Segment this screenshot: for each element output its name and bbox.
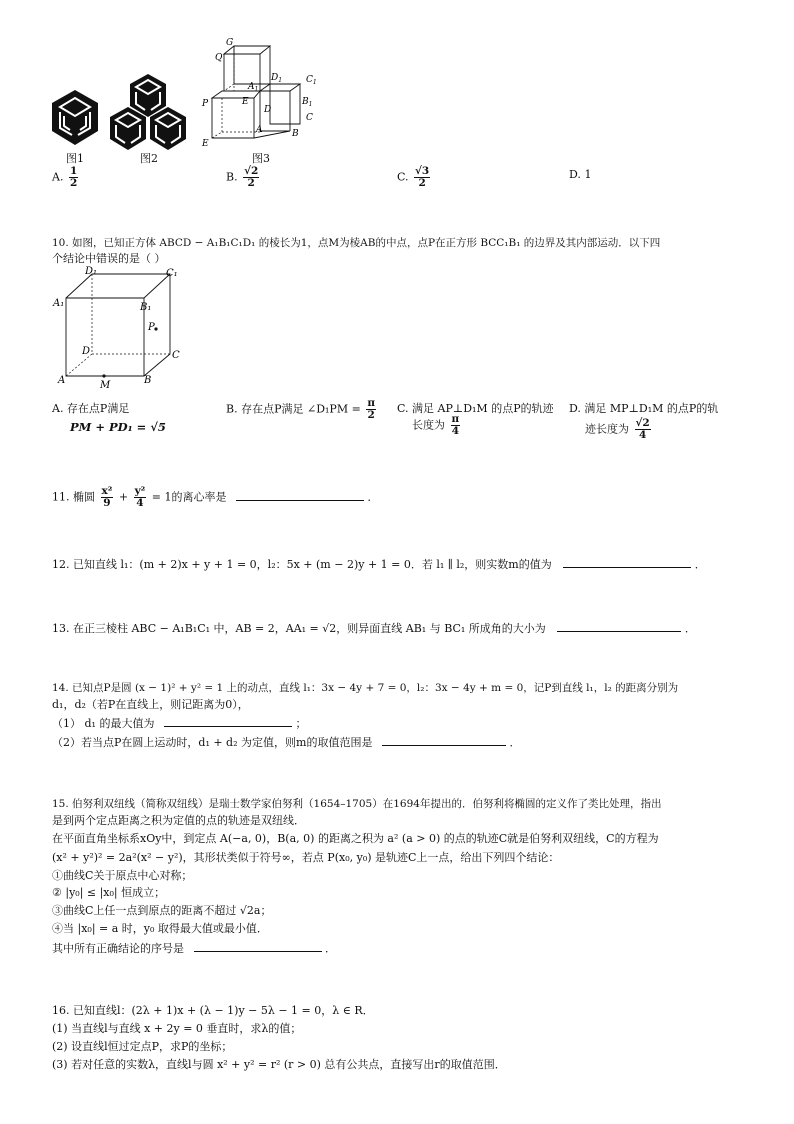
q12: 12. 已知直线 l₁：(m + 2)x + y + 1 = 0，l₂：5x + (m − 2)y + 1 = 0．若 l₁ ∥ l₂，则实数m的值为 ． [52, 558, 706, 571]
q15-ask: 其中所有正确结论的序号是 ． [52, 942, 336, 955]
q15-line2: 是到两个定点距离之积为定值的点的轨迹是双纽线． [52, 814, 305, 827]
q10-label-M: M [100, 380, 111, 391]
q14-sub2: （2）若当点P在圆上运动时，d₁ + d₂ 为定值，则m的取值范围是 ． [52, 736, 521, 749]
q9-figure-2 [108, 72, 188, 152]
fig3-label-E: E [202, 139, 209, 149]
q9-option-c: C. $\frac{√3}{2}$ [397, 165, 430, 189]
impossible-cube-icon [50, 88, 100, 148]
q10-label-D1: D₁ [85, 266, 98, 277]
q10-stem-line2: 个结论中错误的是（ ） [52, 252, 166, 265]
q10-option-b: B. 存在点P满足 ∠D₁PM = $\frac{\pi}{2}$ [226, 397, 375, 421]
q10-label-C: C [172, 350, 180, 361]
fig3-label-C: C [306, 113, 313, 123]
q14-line2: d₁，d₂（若P在直线上，则记距离为0）， [52, 698, 249, 711]
q12-answer-blank[interactable] [563, 557, 691, 568]
fig3-label-B: B [292, 129, 299, 139]
q15-conclusion-1: ①曲线C关于原点中心对称； [52, 869, 193, 882]
q16-line1: 16. 已知直线l：(2λ + 1)x + (λ − 1)y − 5λ − 1 = 0，λ ∈ R． [52, 1004, 374, 1017]
q9-figure-3 [198, 36, 323, 154]
q13: 13. 在正三棱柱 ABC − A₁B₁C₁ 中，AB = 2，AA₁ = √2，则异面直线 AB₁ 与 BC₁ 所成角的大小为 ． [52, 622, 696, 635]
q15-conclusion-3: ③曲线C上任一点到原点的距离不超过 √2a； [52, 904, 272, 917]
q11-answer-blank[interactable] [236, 490, 364, 501]
fig3-label-A: A [256, 125, 263, 135]
fig3-label-Q: Q [215, 53, 223, 63]
q15-line4: (x² + y²)² = 2a²(x² − y²)，其形状类似于符号∞，若点 P(x₀, y₀) 是轨迹C上一点，给出下列四个结论： [52, 851, 560, 864]
q10-label-D: D [82, 346, 91, 357]
q11: 11. 椭圆 $\frac{\text{x²}}{9}$ + $\frac{\text{y²}}{4}$ = 1的离心率是 ． [52, 485, 379, 509]
q15-conclusion-4: ④当 |x₀| = a 时，y₀ 取得最大值或最小值． [52, 922, 268, 935]
fig3-label-A1: $A_1$ [248, 82, 259, 93]
q15-line3: 在平面直角坐标系xOy中，到定点 A(−a, 0)，B(a, 0) 的距离之积为 a² (a > 0) 的点的轨迹C就是伯努利双纽线，C的方程为 [52, 832, 659, 845]
q16-part1: (1) 当直线l与直线 x + 2y = 0 垂直时，求λ的值； [52, 1022, 302, 1035]
q10-label-B: B [144, 375, 152, 386]
q10-label-B1: B₁ [140, 302, 152, 313]
q10-label-A: A [58, 375, 66, 386]
stacked-cubes-icon [108, 72, 188, 152]
q10-stem-line1: 10. 如图，已知正方体 ABCD − A₁B₁C₁D₁ 的棱长为1，点M为棱AB的中点，点P在正方形 BCC₁B₁ 的边界及其内部运动．以下四 [52, 237, 661, 249]
q9-fig2-caption: 图2 [140, 152, 158, 165]
fig3-label-E-top: E [242, 97, 249, 107]
q10-label-P: P [148, 322, 155, 333]
fig3-label-P: P [202, 99, 209, 109]
q9-option-b: B. $\frac{√2}{2}$ [226, 165, 259, 189]
q9-figure-1 [50, 88, 100, 148]
fig3-label-B1: $B_1$ [302, 97, 313, 108]
q9-fig1-caption: 图1 [66, 152, 84, 165]
q15-answer-blank[interactable] [194, 941, 322, 952]
fig3-label-D: D [264, 105, 272, 115]
q10-cube-figure [52, 266, 187, 391]
q10-option-a-line1: A. 存在点P满足 [52, 402, 130, 415]
q15-conclusion-2: ② |y₀| ≤ |x₀| 恒成立； [52, 886, 166, 899]
fig3-label-D1: $D_1$ [271, 73, 283, 84]
q10-option-d-line1: D. 满足 MP⊥D₁M 的点P的轨 [569, 402, 719, 415]
q16-part2: (2) 设直线l恒过定点P，求P的坐标； [52, 1040, 233, 1053]
q9-option-d: D. 1 [569, 168, 592, 181]
q10-option-c-line2: 长度为 $\frac{\pi}{4}$ [412, 413, 460, 437]
q14-sub1: （1） d₁ 的最大值为 ； [52, 717, 307, 730]
q14-sub1-blank[interactable] [164, 716, 292, 727]
q15-line1: 15. 伯努利双纽线（简称双纽线）是瑞士数学家伯努利（1654–1705）在1694年提出的．伯努利将椭圆的定义作了类比处理，指出 [52, 798, 662, 810]
point-M [102, 374, 105, 377]
q10-option-a-line2: PM + PD₁ = √5 [70, 420, 166, 434]
point-P [154, 327, 157, 330]
q9-option-a: A. $\frac{1}{2}$ [52, 165, 78, 189]
q10-option-c-line1: C. 满足 AP⊥D₁M 的点P的轨迹 [397, 402, 554, 415]
q10-option-d-line2: 迹长度为 $\frac{√2}{4}$ [585, 417, 650, 441]
q9-fig3-caption: 图3 [252, 152, 270, 165]
fig3-label-C1: $C_1$ [306, 75, 317, 86]
q10-label-C1: C₁ [166, 268, 178, 279]
q13-answer-blank[interactable] [557, 621, 681, 632]
q10-label-A1: A₁ [53, 298, 65, 309]
fig3-label-G: G [226, 38, 234, 48]
q14-line1: 14. 已知点P是圆 (x − 1)² + y² = 1 上的动点，直线 l₁：3x − 4y + 7 = 0，l₂：3x − 4y + m = 0，记P到直线 l₁，l₂ 的距离分别为 [52, 682, 679, 694]
q16-part3: (3) 若对任意的实数λ，直线l与圆 x² + y² = r² (r > 0) 总有公共点，直接写出r的取值范围． [52, 1058, 506, 1071]
q14-sub2-blank[interactable] [382, 735, 506, 746]
